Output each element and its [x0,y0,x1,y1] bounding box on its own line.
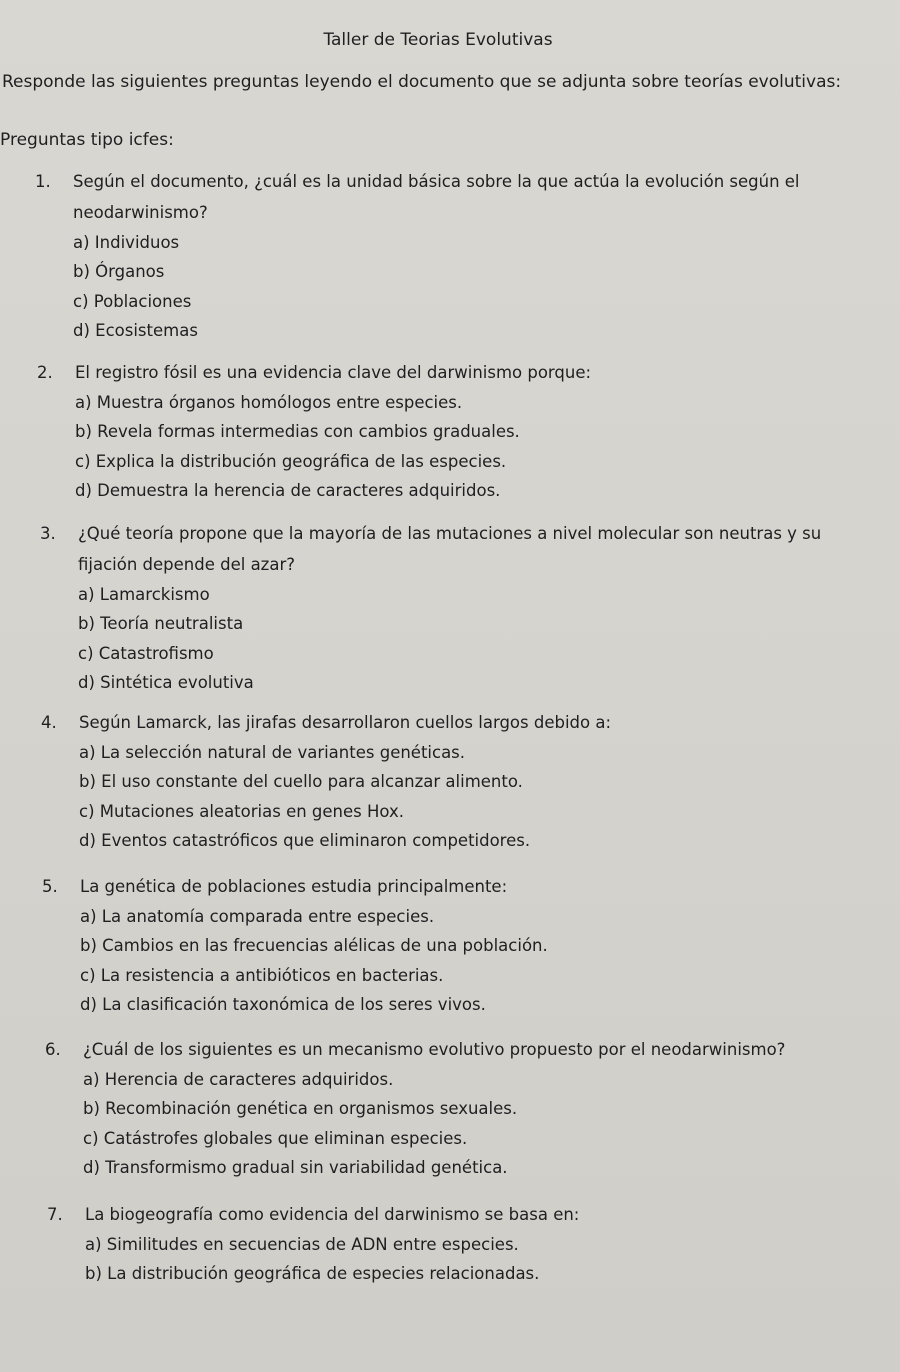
question-number: 6. [45,1040,61,1059]
question-text: La biogeografía como evidencia del darwinismo se basa en: [85,1205,580,1224]
answer-option-a: a) Muestra órganos homólogos entre especies. [75,393,463,412]
answer-option-a: a) Similitudes en secuencias de ADN entre especies. [85,1235,519,1254]
question-number: 3. [40,524,56,543]
question-number: 4. [41,713,57,732]
answer-options [80,902,548,1020]
question-stem [45,1034,785,1065]
question-3 [40,518,821,698]
answer-option-a: a) Herencia de caracteres adquiridos. [83,1070,394,1089]
answer-options [85,1230,579,1289]
question-stem-continued [40,549,821,580]
question-text: ¿Cuál de los siguientes es un mecanismo evolutivo propuesto por el neodarwinismo? [83,1040,786,1059]
question-stem [42,871,548,902]
answer-options [75,388,591,506]
answer-option-c: c) Explica la distribución geográfica de las especies. [75,451,507,471]
question-number: 2. [37,363,53,382]
question-text: La genética de poblaciones estudia principalmente: [80,877,508,896]
answer-option-d: d) La clasificación taxonómica de los seres vivos. [80,995,486,1015]
question-2 [37,357,591,506]
answer-option-c: c) La resistencia a antibióticos en bacterias. [80,965,444,985]
answer-option-b: b) El uso constante del cuello para alcanzar alimento. [79,772,523,792]
page-title: Taller de Teorias Evolutivas [323,30,553,50]
answer-option-c: c) Catastrofismo [78,643,214,663]
answer-option-b: b) Cambios en las frecuencias alélicas de una población. [80,936,548,956]
question-stem-continued [35,197,800,228]
question-number: 5. [42,877,58,896]
answer-option-c: c) Mutaciones aleatorias en genes Hox. [79,801,405,821]
answer-option-b: b) La distribución geográfica de especies relacionadas. [85,1264,540,1284]
answer-options [79,738,611,856]
question-stem [35,166,800,197]
answer-option-b: b) Recombinación genética en organismos sexuales. [83,1099,518,1119]
answer-options [83,1065,785,1183]
answer-option-d: d) Transformismo gradual sin variabilidad genética. [83,1158,508,1178]
answer-option-d: d) Ecosistemas [73,321,198,341]
question-5 [42,871,548,1020]
answer-option-d: d) Demuestra la herencia de caracteres adquiridos. [75,481,501,501]
answer-option-d: d) Eventos catastróficos que eliminaron competidores. [79,831,531,851]
instructions-text: Responde las siguientes preguntas leyendo el documento que se adjunta sobre teorías evolutivas: [2,72,842,92]
question-6 [45,1034,785,1183]
question-number: 1. [35,172,51,191]
question-4 [41,707,611,856]
answer-options [73,228,800,346]
question-text: fijación depende del azar? [78,555,295,574]
question-text: Según el documento, ¿cuál es la unidad básica sobre la que actúa la evolución según el [73,172,800,191]
answer-option-c: c) Catástrofes globales que eliminan especies. [83,1128,468,1148]
question-number: 7. [47,1205,63,1224]
question-stem [37,357,591,388]
answer-option-a: a) La anatomía comparada entre especies. [80,907,435,926]
answer-option-b: b) Teoría neutralista [78,614,244,634]
question-text: Según Lamarck, las jirafas desarrollaron cuellos largos debido a: [79,713,612,732]
question-text: El registro fósil es una evidencia clave del darwinismo porque: [75,363,592,382]
answer-option-a: a) Lamarckismo [78,585,210,604]
answer-option-b: b) Órganos [73,262,165,282]
question-stem [41,707,611,738]
answer-option-a: a) La selección natural de variantes genéticas. [79,743,466,762]
section-heading: Preguntas tipo icfes: [0,130,174,150]
question-text: ¿Qué teoría propone que la mayoría de las mutaciones a nivel molecular son neutras y su [78,524,822,543]
answer-option-d: d) Sintética evolutiva [78,673,254,693]
answer-options [78,580,821,698]
answer-option-c: c) Poblaciones [73,291,192,311]
question-stem [40,518,821,549]
answer-option-a: a) Individuos [73,233,180,252]
question-1 [35,166,800,346]
question-7 [47,1199,579,1289]
answer-option-b: b) Revela formas intermedias con cambios graduales. [75,422,520,442]
question-text: neodarwinismo? [73,203,208,222]
question-stem [47,1199,579,1230]
